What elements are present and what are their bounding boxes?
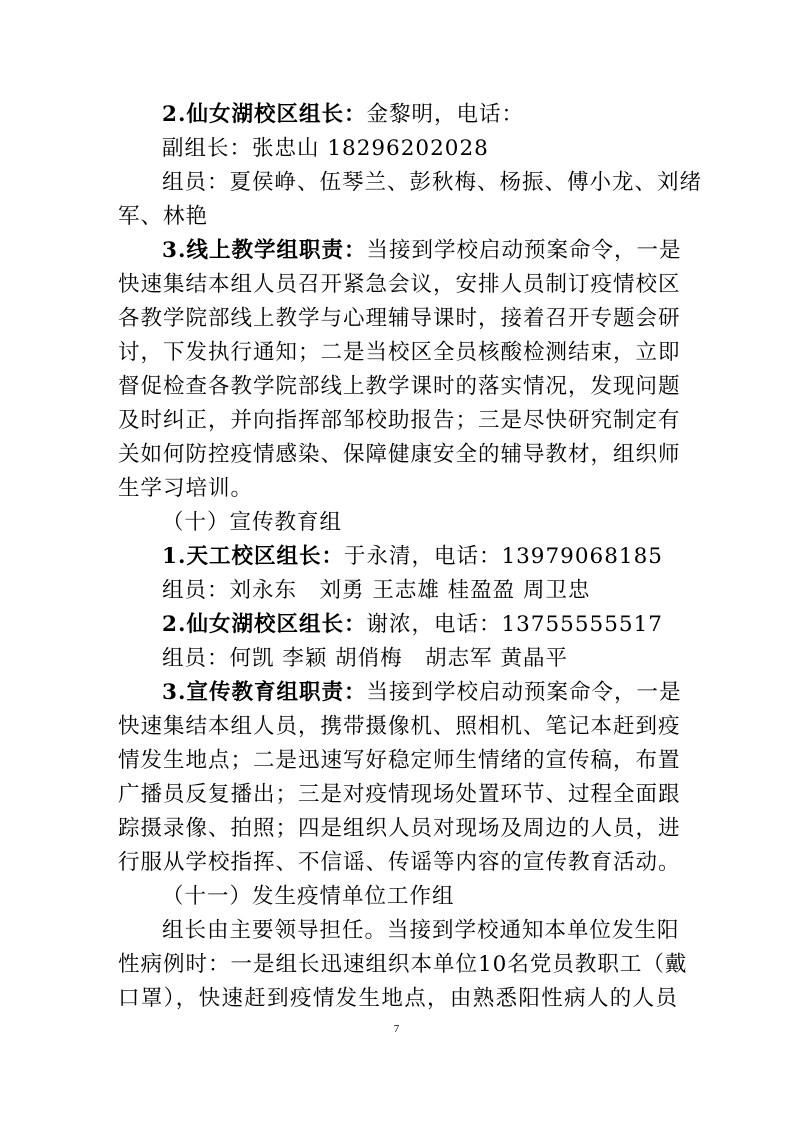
text: 当接到学校启动预案命令，一是: [366, 238, 682, 263]
section-heading-publicity: [162, 506, 678, 540]
bold-label: 2.仙女湖校区组长：: [162, 612, 367, 637]
text: 督促检查各教学院部线上教学课时的落实情况，发现问题: [118, 374, 681, 399]
text: 组长由主要领导担任。当接到学校通知本单位发生阳: [162, 918, 680, 943]
members-line-cont: [118, 200, 678, 234]
paragraph-line: [118, 778, 681, 812]
paragraph-line: [118, 268, 681, 302]
text: 踪摄录像、拍照；四是组织人员对现场及周边的人员，进: [118, 816, 681, 841]
text: 副组长：张忠山 18296202028: [162, 136, 489, 161]
paragraph-line: [162, 914, 678, 948]
text: 及时纠正，并向指挥部邹校助报告；三是尽快研究制定有: [118, 408, 681, 433]
bold-label: 2.仙女湖校区组长：: [162, 102, 367, 127]
paragraph-line: [118, 370, 681, 404]
paragraph-line: [118, 846, 681, 880]
page-number: 7: [393, 1023, 400, 1035]
text: 各教学院部线上教学与心理辅导课时，接着召开专题会研: [118, 306, 681, 331]
heading-tiangong-leader: [162, 540, 678, 574]
bold-label: 3.线上教学组职责：: [162, 238, 367, 263]
text: 组员：何凯 李颖 胡俏梅 胡志军 黄晶平: [162, 646, 569, 671]
paragraph-line: [118, 948, 688, 982]
heading-xiannvhu-leader: [162, 98, 678, 132]
text: （十一）发生疫情单位工作组: [162, 884, 455, 909]
members-line: [162, 166, 703, 200]
paragraph-line: [118, 438, 681, 472]
text: 组员：夏侯峥、伍琴兰、彭秋梅、杨振、傅小龙、刘绪: [162, 170, 703, 195]
text: 关如何防控疫情感染、保障健康安全的辅导教材，组织师: [118, 442, 681, 467]
text: （十）宣传教育组: [162, 510, 343, 535]
text: 生学习培训。: [118, 476, 254, 501]
bold-label: 3.宣传教育组职责：: [162, 680, 367, 705]
text: 广播员反复播出；三是对疫情现场处置环节、过程全面跟: [118, 782, 681, 807]
text: 情发生地点；二是迅速写好稳定师生情绪的宣传稿，布置: [118, 748, 681, 773]
bold-label: 1.天工校区组长：: [162, 544, 344, 569]
paragraph-line: [118, 982, 678, 1016]
heading-xiannvhu-leader: [162, 608, 678, 642]
paragraph-line: [118, 812, 681, 846]
text: 快速集结本组人员召开紧急会议，安排人员制订疫情校区: [118, 272, 681, 297]
text: 组员：刘永东 刘勇 王志雄 桂盈盈 周卫忠: [162, 578, 591, 603]
section-heading-outbreak-unit: [162, 880, 678, 914]
text: 当接到学校启动预案命令，一是: [366, 680, 682, 705]
paragraph-line: [118, 404, 681, 438]
text: 讨，下发执行通知；二是当校区全员核酸检测结束，立即: [118, 340, 681, 365]
text: 军、林艳: [118, 204, 209, 229]
text: 谢浓，电话：13755555517: [366, 612, 663, 637]
text: 性病例时：一是组长迅速组织本单位10名党员教职工（戴: [118, 952, 688, 977]
deputy-leader-line: [162, 132, 678, 166]
paragraph-line: [118, 710, 681, 744]
text: 行服从学校指挥、不信谣、传谣等内容的宣传教育活动。: [118, 850, 681, 875]
paragraph-line: [118, 336, 681, 370]
text: 口罩），快速赶到疫情发生地点，由熟悉阳性病人的人员: [118, 986, 678, 1011]
text: 于永清，电话：13979068185: [343, 544, 663, 569]
text: 金黎明，电话：: [366, 102, 524, 127]
members-line: [162, 574, 678, 608]
members-line: [162, 642, 678, 676]
paragraph-line: [118, 744, 681, 778]
online-teaching-duties-heading: [162, 234, 682, 268]
paragraph-line: [118, 302, 681, 336]
publicity-duties-heading: [162, 676, 682, 710]
paragraph-line: [118, 472, 678, 506]
text: 快速集结本组人员，携带摄像机、照相机、笔记本赶到疫: [118, 714, 681, 739]
